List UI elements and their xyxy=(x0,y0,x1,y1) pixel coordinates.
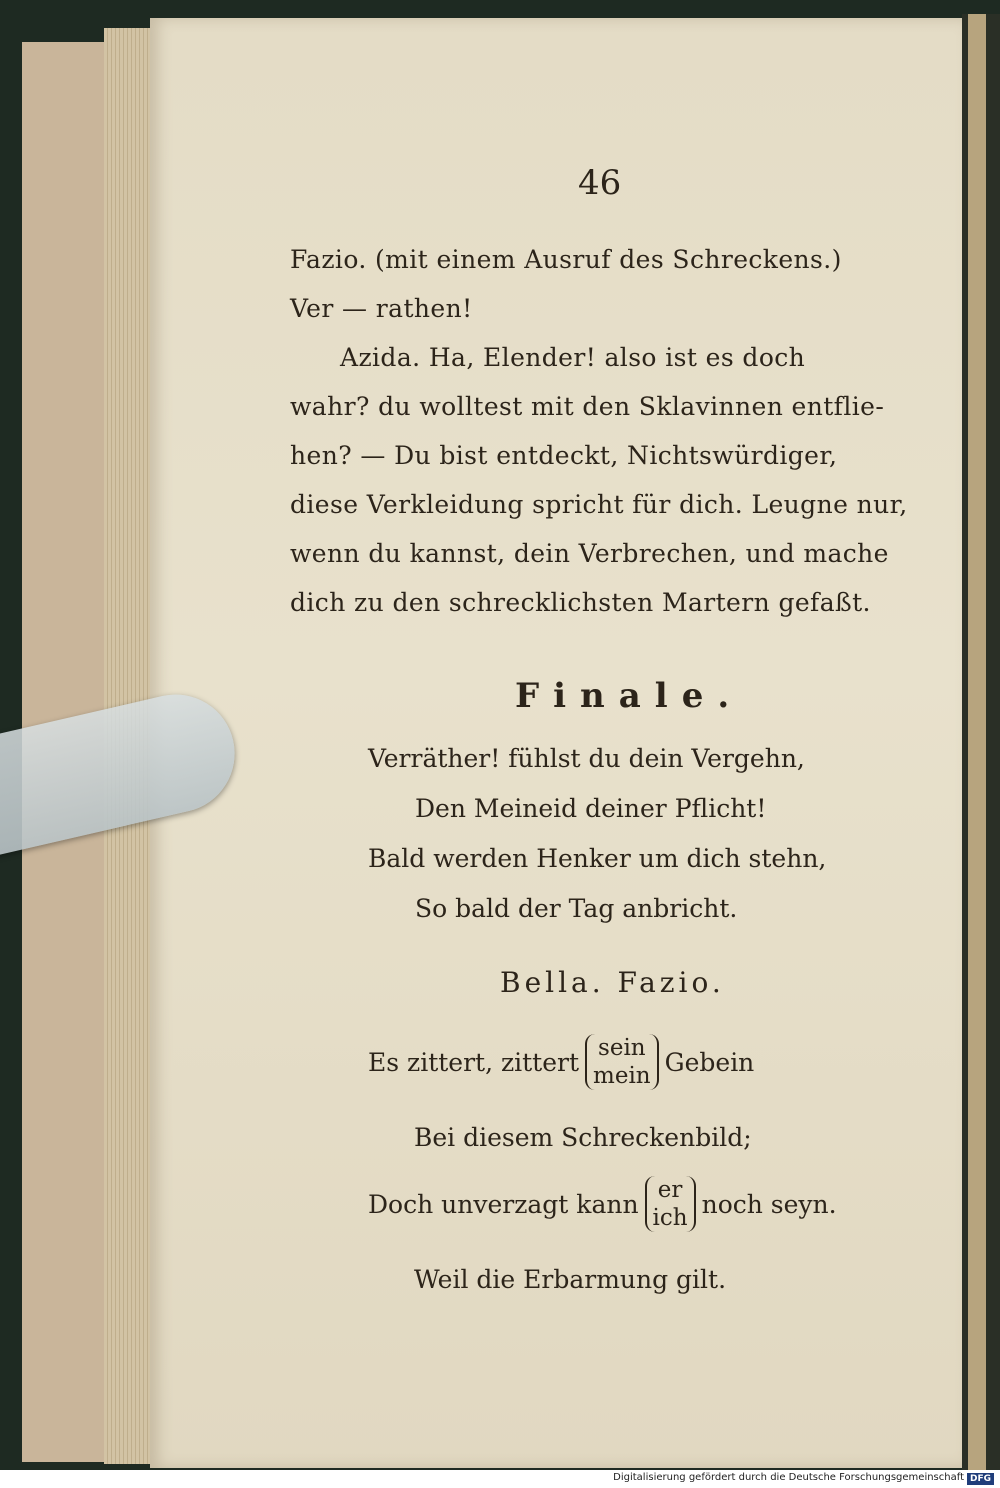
footer-bar xyxy=(0,1470,1000,1488)
finale-heading: Finale. xyxy=(515,676,744,716)
alternative-brace xyxy=(585,1034,659,1090)
brace-option: ich xyxy=(652,1205,688,1231)
duet-line-4: Weil die Erbarmung gilt. xyxy=(414,1265,727,1294)
verse-line: Bald werden Henker um dich stehn, xyxy=(368,844,827,873)
duet-line-2: Bei diesem Schreckenbild; xyxy=(414,1123,752,1152)
page-number: 46 xyxy=(578,163,622,203)
verse-line: So bald der Tag anbricht. xyxy=(415,894,738,923)
prose-line-speaker-fazio: Fazio. (mit einem Ausruf des Schreckens.) xyxy=(290,245,842,274)
verse-line: Verräther! fühlst du dein Vergehn, xyxy=(368,744,805,773)
prose-line: wahr? du wolltest mit den Sklavinnen entflie- xyxy=(290,392,885,421)
duet-line-3-before: Doch unverzagt kann xyxy=(368,1189,639,1219)
brace-option: mein xyxy=(593,1063,651,1089)
book-page xyxy=(150,18,962,1468)
prose-line: dich zu den schrecklichsten Martern gefaßt. xyxy=(290,588,871,617)
alternative-brace xyxy=(645,1176,696,1232)
duet-roles: Bella. Fazio. xyxy=(500,966,725,999)
prose-line: diese Verkleidung spricht für dich. Leugne nur, xyxy=(290,490,908,519)
verse-line: Den Meineid deiner Pflicht! xyxy=(415,794,767,823)
prose-line-speaker-azida: Azida. Ha, Elender! also ist es doch xyxy=(340,343,806,372)
prose-line: wenn du kannst, dein Verbrechen, und mache xyxy=(290,539,889,568)
prose-line: hen? — Du bist entdeckt, Nichtswürdiger, xyxy=(290,441,838,470)
duet-line-1 xyxy=(368,1034,754,1090)
duet-line-3 xyxy=(368,1176,837,1232)
dfg-logo: DFG xyxy=(967,1473,994,1485)
prose-line: Ver — rathen! xyxy=(290,294,473,323)
duet-line-1-after: Gebein xyxy=(664,1047,755,1077)
funding-credit: Digitalisierung gefördert durch die Deutsche Forschungsgemeinschaft xyxy=(613,1472,964,1483)
brace-option: sein xyxy=(598,1035,646,1061)
duet-line-3-after: noch seyn. xyxy=(701,1189,837,1219)
book-binding xyxy=(962,14,1000,1470)
brace-option: er xyxy=(657,1177,683,1203)
duet-line-1-before: Es zittert, zittert xyxy=(368,1047,580,1077)
